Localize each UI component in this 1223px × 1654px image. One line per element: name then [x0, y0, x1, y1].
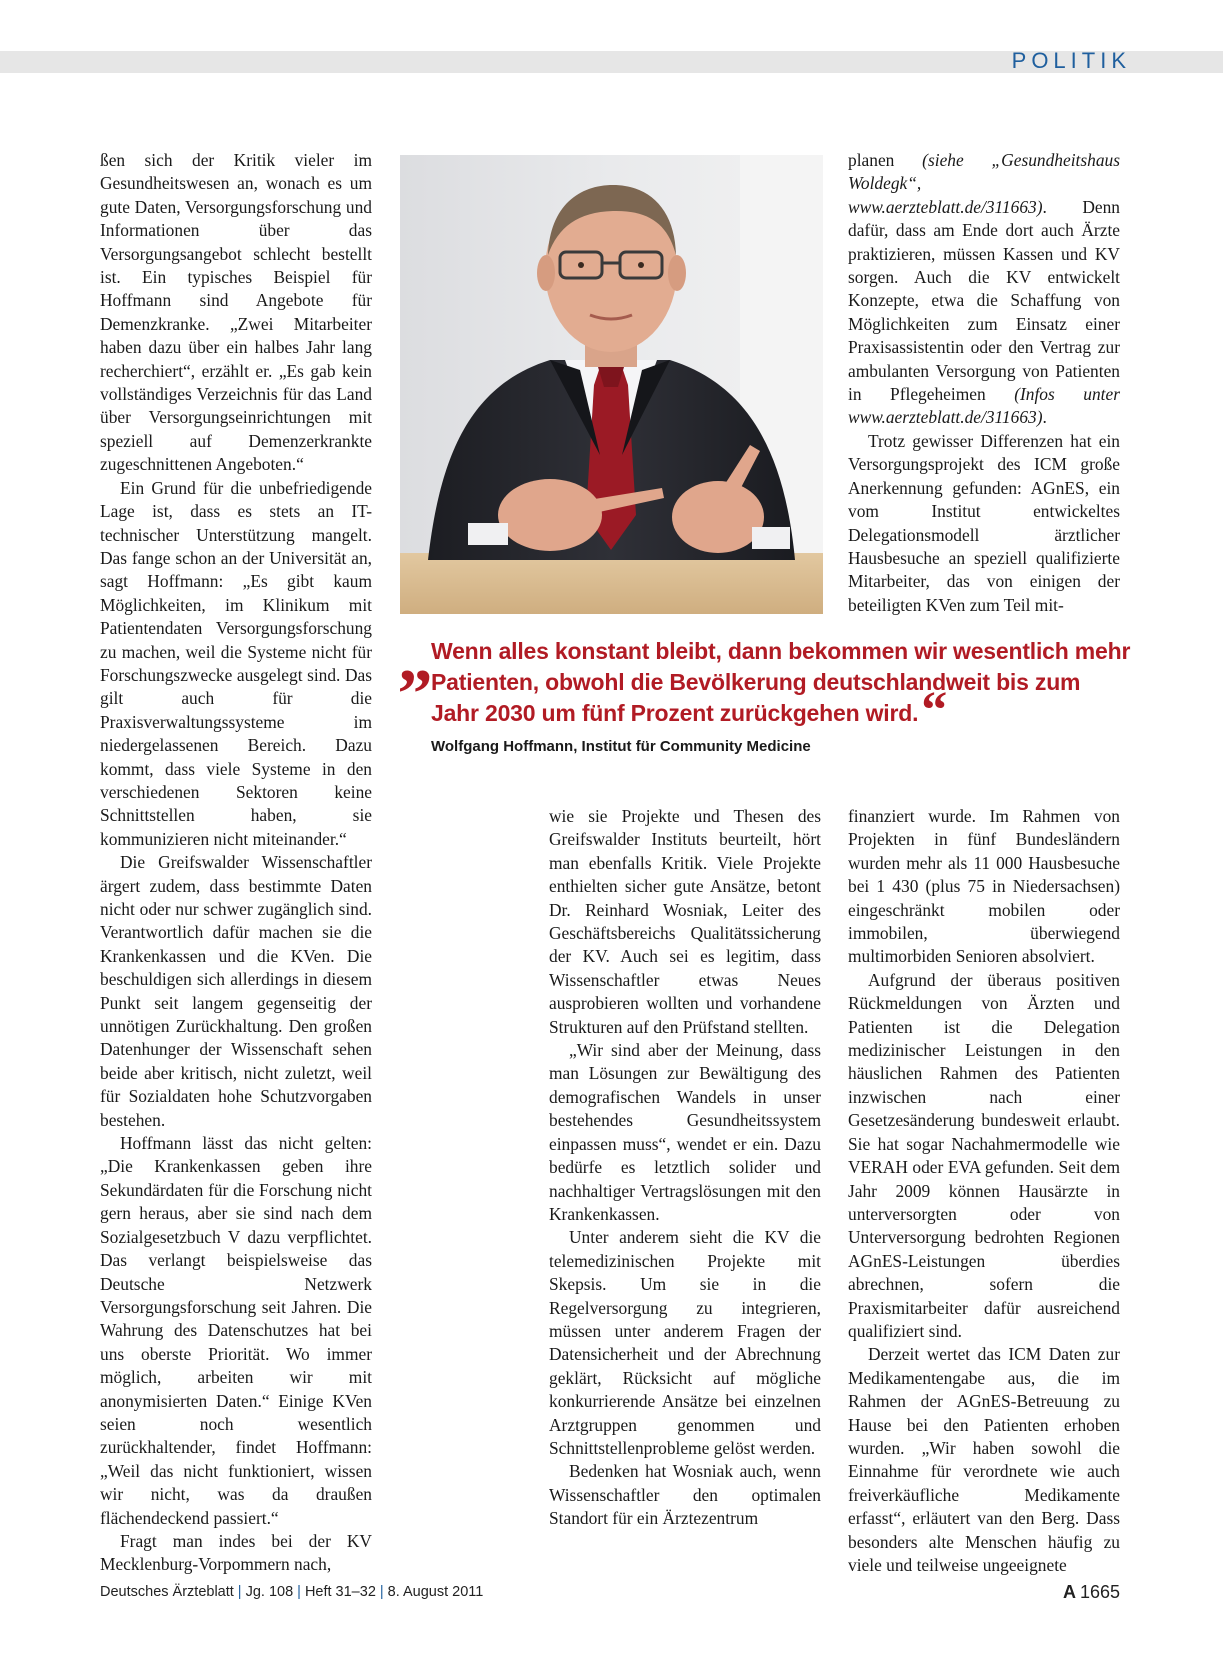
paragraph: „Wir sind aber der Meinung, dass man Lösungen zur Bewältigung des demografischen Wandels in unser bestehendes Gesundheitssystem einpassen muss“, wendet er ein. Dazu bedürfe es letztlich solider und nachhaltiger Vertragslösungen mit den Krankenkassen. — [549, 1040, 821, 1224]
paragraph: Fragt man indes bei der KV Mecklenburg-Vorpommern nach, — [100, 1530, 372, 1575]
column-1 — [100, 149, 372, 1575]
page-prefix: A — [1062, 1582, 1076, 1602]
pull-quote — [431, 636, 1131, 739]
paragraph: Derzeit wertet das ICM Daten zur Medikamentengabe aus, die im Rahmen der AGnES-Betreuung zu Hause bei den Patienten erhoben wurden. „Wir haben sowohl die Einnahme für verordnete wie auch freiverkäufliche Medikamente erfasst“, erläutert van den Berg. Dass besonders alte Menschen häufig zu viele und teilweise ungeeignete — [848, 1344, 1120, 1575]
text-run: planen — [848, 150, 923, 170]
paragraph: ßen sich der Kritik vieler im Gesundheitswesen an, wonach es um gute Daten, Versorgungsforschung und Informationen über das Versorgungsangebot schlecht bestellt ist. Ein typisches Beispiel für Hoffmann sind Angebote für Demenzkranke. „Zwei Mitarbeiter haben dazu über ein halbes Jahr lang recherchiert“, erzählt er. „Es gab kein vollständiges Verzeichnis für das Land über Versorgungseinrichtungen mit speziell auf Demenzerkrankte zugeschnittenen Angeboten.“ — [100, 150, 372, 475]
text-run: . Denn dafür, dass am Ende dort auch Ärzte praktizieren, müssen Kassen und KV sorgen. Auch die KV entwickelt Konzepte, etwa die Schaffung von Möglichkeiten zum Einsatz einer Praxisassistentin oder den Vertrag zur ambulanten Versorgung von Patienten in Pflegeheimen — [848, 196, 1120, 405]
divider: | — [379, 1584, 384, 1600]
pull-quote-text: Wenn alles konstant bleibt, dann bekommen wir wesentlich mehr Patienten, obwohl die Bevölkerung deutschlandweit bis zum Jahr 2030 um fünf Prozent zurückgehen wird. — [431, 638, 1131, 726]
journal-name: Deutsches Ärzteblatt — [100, 1584, 234, 1600]
reference-link-text: (siehe „Gesundheitshaus Woldegk“, www.aerzteblatt.de/311663) — [848, 150, 1121, 217]
paragraph: wie sie Projekte und Thesen des Greifswalder Instituts beurteilt, hört man ebenfalls Kritik. Viele Projekte enthielten sicher gute Ansätze, betont Dr. Reinhard Wosniak, Leiter des Geschäftsbereichs Qualitätssicherung der KV. Auch sei es legitim, dass Wissenschaftler etwas Neues ausprobieren wollten und vorhandene Strukturen auf den Prüfstand stellten. — [549, 806, 821, 1037]
section-label: POLITIK — [1011, 48, 1131, 73]
paragraph — [848, 149, 1120, 430]
column-2 — [549, 805, 821, 1551]
page-number — [1063, 1582, 1120, 1603]
divider: | — [297, 1584, 301, 1600]
divider: | — [237, 1584, 242, 1600]
paragraph: Trotz gewisser Differenzen hat ein Versorgungsprojekt des ICM große Anerkennung gefunden: AGnES, ein vom Institut entwickeltes Delegationsmodell ärztlicher Hausbesuche an speziell qualifizierte Mitarbeiter, das von einigen der beteiligten KVen zum Teil mit- — [848, 430, 1120, 615]
footer-citation — [100, 1584, 483, 1600]
page-number-value: 1665 — [1079, 1582, 1120, 1602]
portrait-photo — [400, 155, 823, 614]
column-3-bottom — [848, 805, 1120, 1575]
paragraph: Unter anderem sieht die KV die telemedizinischen Projekte mit Skepsis. Um sie in die Regelversorgung zu integrieren, müssen unter anderem Fragen der Datensicherheit und der Abrechnung geklärt, Rücksicht auf mögliche konkurrierende Ansätze bei einzelnen Arztgruppen genommen und Schnittstellenprobleme gelöst werden. — [549, 1227, 821, 1458]
quote-attribution: Wolfgang Hoffmann, Institut für Community Medicine — [431, 738, 811, 755]
paragraph: Die Greifswalder Wissenschaftler ärgert zudem, dass bestimmte Daten nicht oder nur schwer zugänglich sind. Verantwortlich dafür machen sie die Krankenkassen und die KVen. Die beschuldigen sich allerdings in diesem Punkt seit langem gegenseitig der unnötigen Zurückhaltung. Den großen Datenhunger der Wissenschaft sehen beide aber kritisch, nicht zuletzt, weil für Sozialdaten hohe Schutzvorgaben bestehen. — [100, 852, 372, 1130]
paragraph: finanziert wurde. Im Rahmen von Projekten in fünf Bundesländern wurden mehr als 11 000 Hausbesuche bei 1 430 (plus 75 in Niedersachsen) eingeschränkt mobilen oder immobilen, überwiegend multimorbiden Senioren absolviert. — [848, 806, 1120, 967]
quote-close-mark: “ — [921, 682, 948, 739]
issue: Heft 31–32 — [304, 1584, 376, 1600]
volume: Jg. 108 — [245, 1584, 294, 1600]
quote-open-mark: „ — [398, 620, 433, 697]
reference-link-text: (Infos unter www.aerzteblatt.de/311663) — [848, 384, 1120, 428]
paragraph: Ein Grund für die unbefriedigende Lage ist, dass es stets an IT-technischer Unterstützung mangelt. Das fange schon an der Universität an, sagt Hoffmann: „Es gibt kaum Möglichkeiten, im Klinikum mit Patientendaten Versorgungsforschung zu machen, weil die Systeme nicht für Forschungszwecke ausgelegt sind. Das gilt auch für die Praxisverwaltungssysteme im niedergelassenen Bereich. Dazu kommt, dass viele Systeme in den verschiedenen Sektoren keine Schnittstellen haben, sie kommunizieren nicht miteinander.“ — [100, 477, 372, 849]
text-run: . — [1042, 407, 1047, 428]
paragraph: Aufgrund der überaus positiven Rückmeldungen von Ärzten und Patienten ist die Delegation medizinischer Leistungen in den häuslichen Rahmen des Patienten inzwischen nach einer Gesetzesänderung bundesweit erlaubt. Sie hat sogar Nachahmermodelle wie VERAH oder EVA gefunden. Seit dem Jahr 2009 können Hausärzte in unterversorgten oder von Unterversorgung bedrohten Regionen AGnES-Leistungen überdies abrechnen, sofern die Praxismitarbeiter dafür ausreichend qualifiziert sind. — [848, 969, 1120, 1341]
paragraph: Bedenken hat Wosniak auch, wenn Wissenschaftler den optimalen Standort für ein Ärztezentrum — [549, 1461, 821, 1529]
paragraph: Hoffmann lässt das nicht gelten: „Die Krankenkassen geben ihre Sekundärdaten für die Forschung nicht gern heraus, aber sie sind nach dem Sozialgesetzbuch V dazu verpflichtet. Das verlangt beispielsweise das Deutsche Netzwerk Versorgungsforschung seit Jahren. Die Wahrung des Datenschutzes hat bei uns oberste Priorität. Wo immer möglich, arbeiten wir mit anonymisierten Daten.“ Einige KVen seien noch wesentlich zurückhaltender, findet Hoffmann: „Weil das nicht funktioniert, wissen wir nicht, was da draußen flächendeckend passiert.“ — [100, 1133, 372, 1528]
date: 8. August 2011 — [387, 1584, 484, 1600]
column-3-top — [848, 149, 1120, 617]
